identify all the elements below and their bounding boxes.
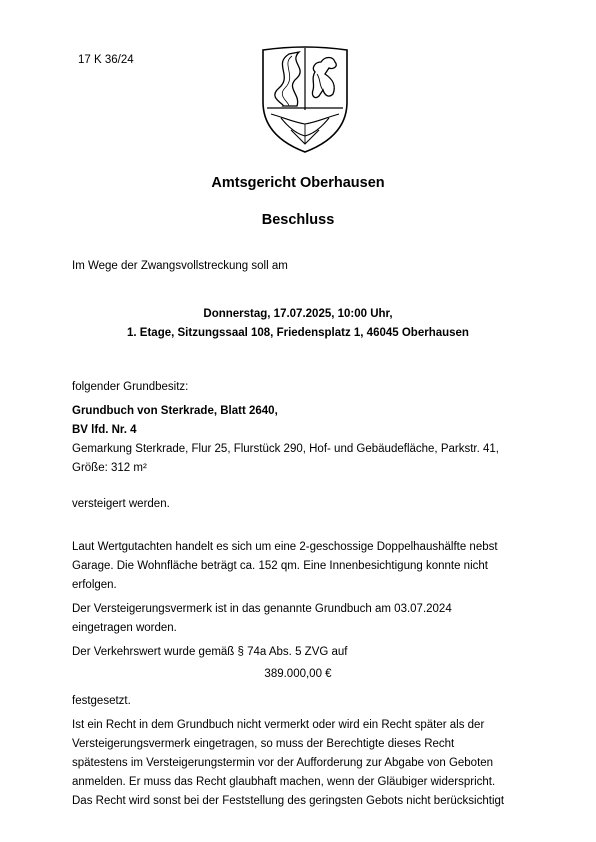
verkehrswert-text: Der Verkehrswert wurde gemäß § 74a Abs. 5 ZVG auf [72,646,348,658]
auction-date: Donnerstag, 17.07.2025, 10:00 Uhr, [203,308,393,320]
court-name: Amtsgericht Oberhausen [211,175,385,191]
rights-line-4: anmelden. Er muss das Recht glaubhaft machen, wenn der Gläubiger widerspricht. [72,776,496,788]
vermerk-line-2: eingetragen worden. [72,622,177,634]
vermerk-line-1: Der Versteigerungsvermerk ist in das genannte Grundbuch am 03.07.2024 [72,603,452,615]
intro-text: Im Wege der Zwangsvollstreckung soll am [72,260,288,272]
document-title: Beschluss [261,212,335,228]
valuation-line-1: Laut Wertgutachten handelt es sich um eine 2-geschossige Doppelhaushälfte nebst [72,541,498,553]
valuation-line-3: erfolgen. [72,579,117,591]
verkehrswert-amount: 389.000,00 € [264,668,332,680]
versteigert-text: versteigert werden. [72,498,170,510]
case-reference: 17 K 36/24 [78,54,134,66]
rights-line-1: Ist ein Recht in dem Grundbuch nicht vermerkt oder wird ein Recht später als der [72,719,485,731]
rights-paragraph [72,716,532,811]
valuation-line-2: Garage. Die Wohnfläche beträgt ca. 152 qm. Eine Innenbesichtigung konnte nicht [72,560,488,572]
gemarkung-line-2: Größe: 312 m² [72,462,147,474]
valuation-paragraph [72,538,532,595]
rights-line-2: Versteigerungsvermerk eingetragen, so muss der Berechtigte dieses Recht [72,738,455,750]
festgesetzt-text: festgesetzt. [72,695,131,707]
rights-line-3: spätestens im Versteigerungstermin vor der Aufforderung zur Abgabe von Geboten [72,757,494,769]
rights-line-5: Das Recht wird sonst bei der Feststellung des geringsten Gebots nicht berücksichtigt [72,795,505,807]
grundbuch-line: Grundbuch von Sterkrade, Blatt 2640, [72,405,278,417]
vermerk-paragraph [72,600,532,638]
gemarkung-line-1: Gemarkung Sterkrade, Flur 25, Flurstück 290, Hof- und Gebäudefläche, Parkstr. 41, [72,443,499,455]
coat-of-arms-icon [259,44,351,156]
property-section [72,402,532,478]
auction-location: 1. Etage, Sitzungssaal 108, Friedensplatz 1, 46045 Oberhausen [127,327,469,339]
following-property-label: folgender Grundbesitz: [72,381,189,393]
bv-line: BV lfd. Nr. 4 [72,424,137,436]
